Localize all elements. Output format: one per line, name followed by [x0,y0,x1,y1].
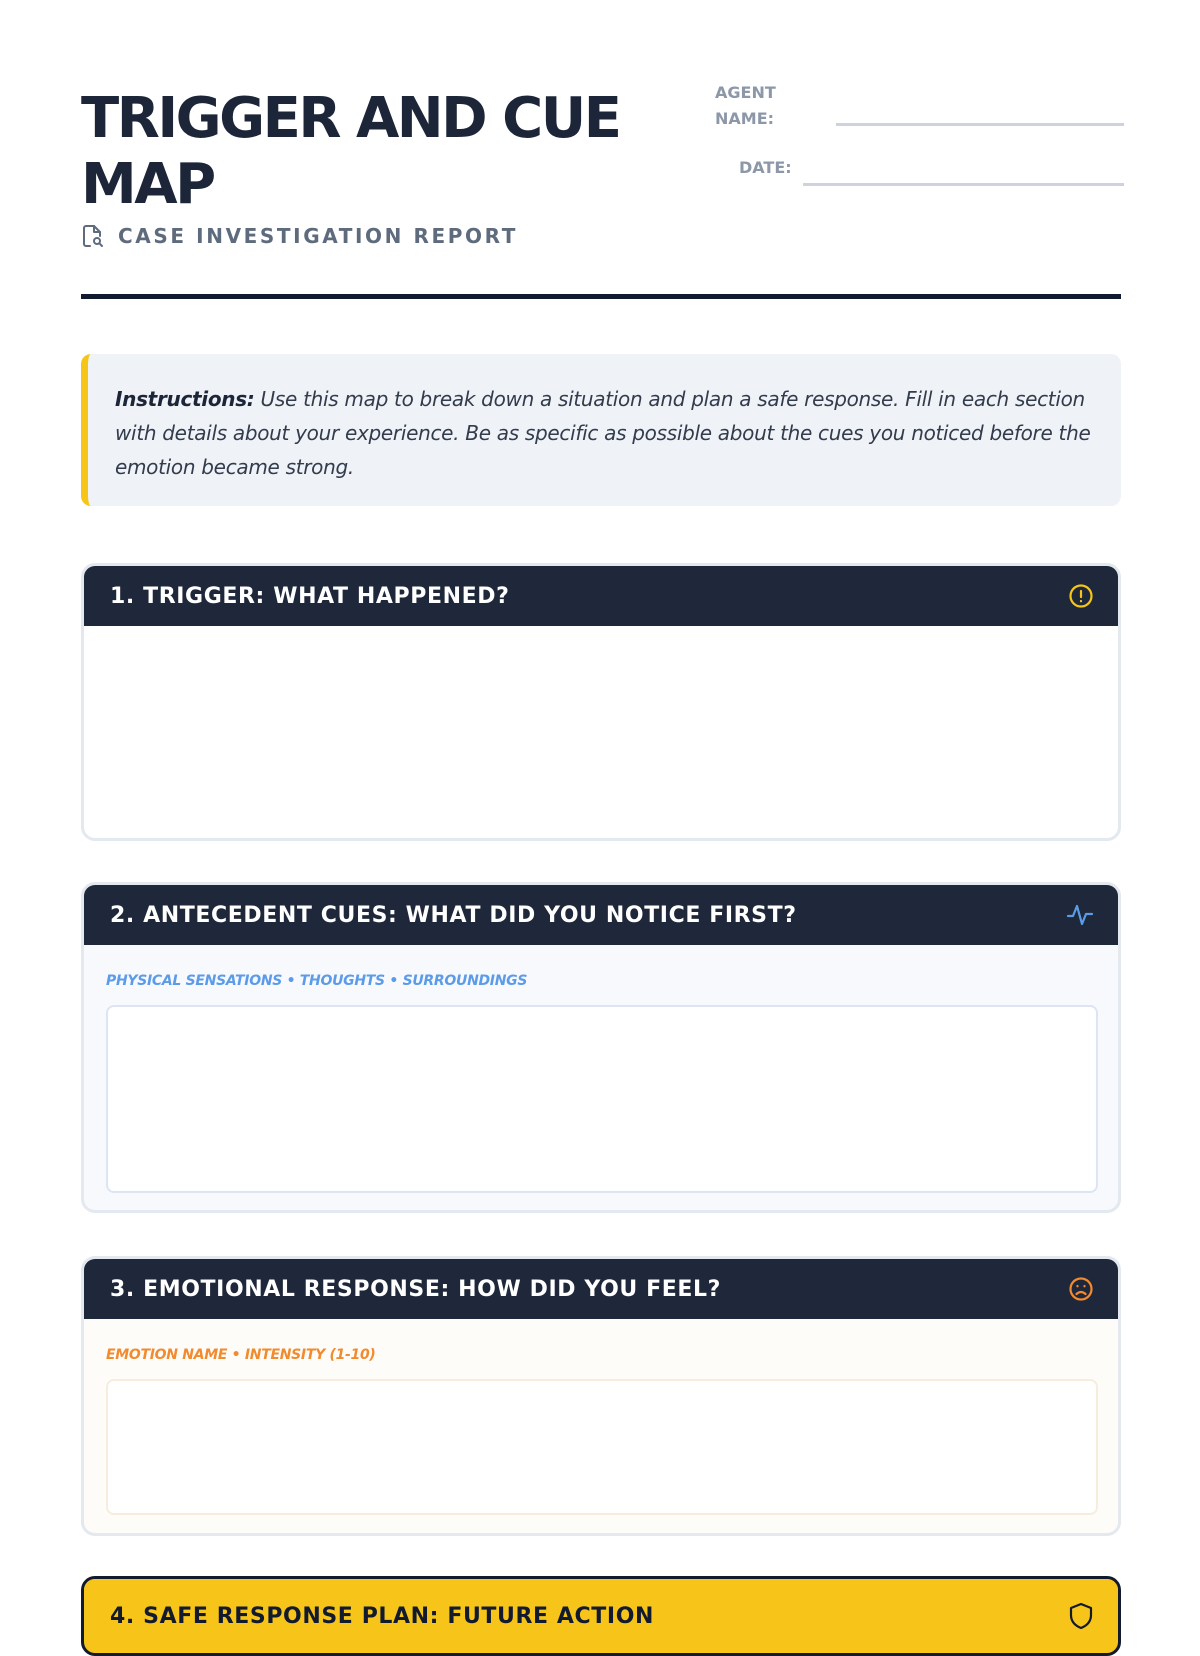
agent-name-field[interactable] [836,123,1124,126]
trigger-section [81,563,1121,841]
emotional-response-section [81,1256,1121,1536]
antecedent-cues-header [84,885,1118,945]
instructions-box [81,354,1121,506]
date-label: DATE: [739,158,792,177]
document-search-icon [82,224,104,248]
safe-response-title: 4. SAFE RESPONSE PLAN: FUTURE ACTION [110,1603,655,1629]
instructions-body: Use this map to break down a situation and plan a safe response. Fill in each section with details about your experience. Be as specific as possible about the cues you noticed before the emotion became strong. [115,387,1091,479]
report-subtitle-row [82,224,518,248]
antecedent-cues-title: 2. ANTECEDENT CUES: WHAT DID YOU NOTICE FIRST? [110,902,797,928]
page-title: TRIGGER AND CUE MAP [81,86,620,217]
antecedent-cues-input[interactable] [106,1005,1098,1193]
antecedent-cues-section [81,882,1121,1213]
antecedent-cues-hint: PHYSICAL SENSATIONS • THOUGHTS • SURROUNDINGS [106,973,528,989]
emotional-response-hint: EMOTION NAME • INTENSITY (1-10) [106,1347,376,1363]
safe-response-header [84,1579,1118,1639]
trigger-section-title: 1. TRIGGER: WHAT HAPPENED? [110,583,510,609]
header-divider [81,294,1121,299]
frown-face-icon [1068,1276,1094,1302]
instructions-lead: Instructions: [115,387,255,411]
agent-name-label: AGENT NAME: [715,83,776,128]
trigger-section-header [84,566,1118,626]
emotional-response-header [84,1259,1118,1319]
trigger-answer-area[interactable] [84,626,1118,838]
shield-icon [1068,1602,1094,1630]
emotional-response-input[interactable] [106,1379,1098,1515]
alert-circle-icon [1068,583,1094,609]
report-subtitle: CASE INVESTIGATION REPORT [118,224,518,248]
safe-response-section [81,1576,1121,1656]
emotional-response-title: 3. EMOTIONAL RESPONSE: HOW DID YOU FEEL? [110,1276,721,1302]
date-field[interactable] [803,183,1124,186]
activity-pulse-icon [1066,902,1094,928]
instructions-text [115,382,1093,484]
